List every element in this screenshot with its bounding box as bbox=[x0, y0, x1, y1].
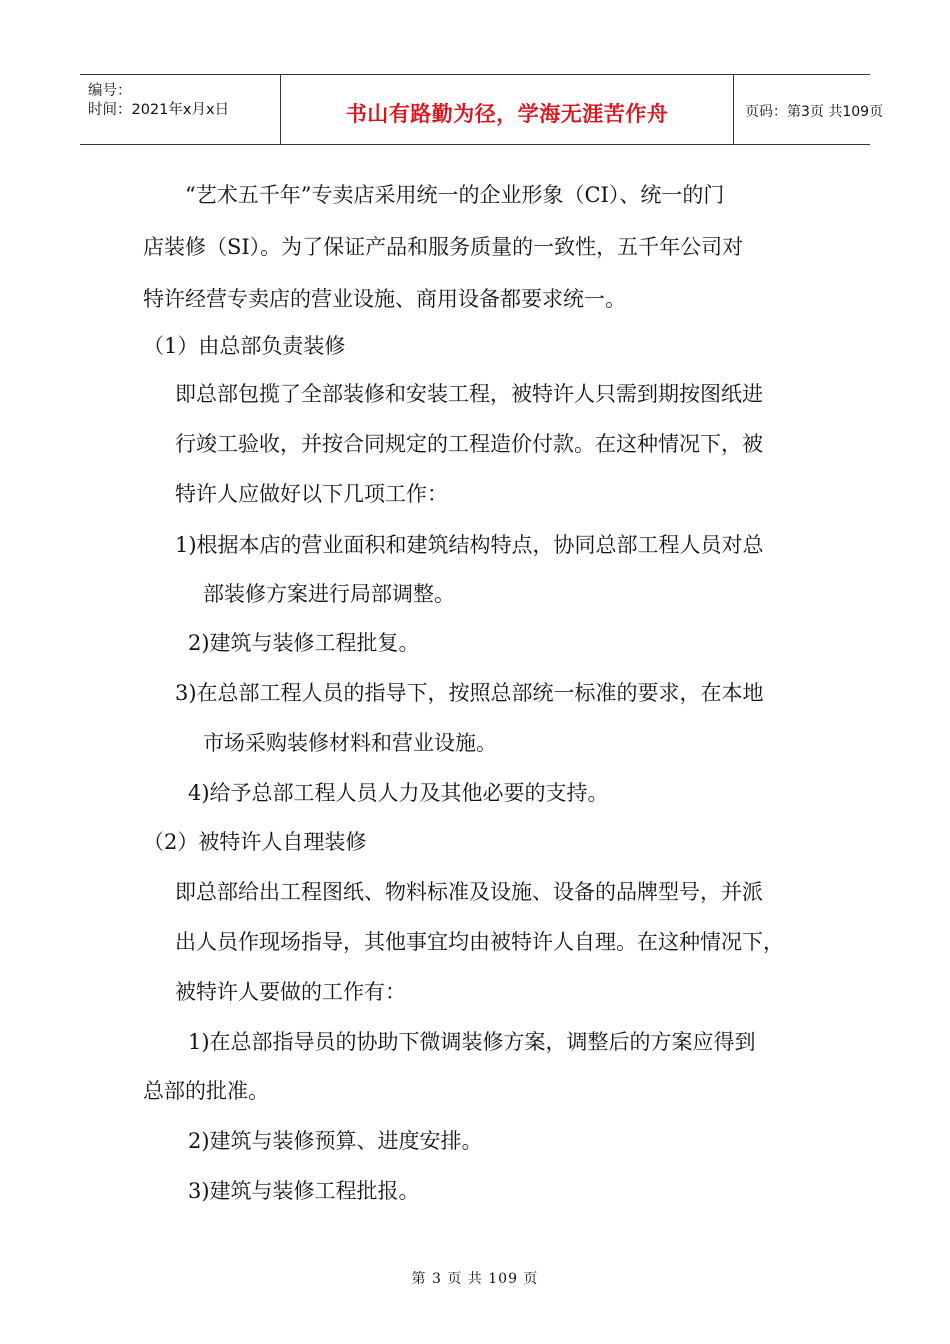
document-number-label: 编号： bbox=[88, 83, 132, 99]
section-heading: （2）被特许人自理装修 bbox=[143, 830, 367, 854]
document-time-label: 时间：2021年x月x日 bbox=[88, 102, 230, 118]
list-item-continuation: 部装修方案进行局部调整。 bbox=[203, 582, 455, 606]
header-motto: 书山有路勤为径，学海无涯苦作舟 bbox=[345, 102, 669, 126]
list-item: 4)给予总部工程人员人力及其他必要的支持。 bbox=[188, 781, 609, 805]
list-item: 1)根据本店的营业面积和建筑结构特点，协同总部工程人员对总 bbox=[175, 533, 764, 557]
list-item: 2)建筑与装修预算、进度安排。 bbox=[188, 1129, 483, 1153]
paragraph-line: 出人员作现场指导，其他事宜均由被特许人自理。在这种情况下， bbox=[175, 930, 784, 954]
paragraph-line: 店装修（SI）。为了保证产品和服务质量的一致性，五千年公司对 bbox=[143, 235, 744, 259]
list-item: 3)建筑与装修工程批报。 bbox=[188, 1179, 420, 1203]
list-item-continuation: 市场采购装修材料和营业设施。 bbox=[203, 731, 497, 755]
list-item: 2)建筑与装修工程批复。 bbox=[188, 631, 420, 655]
page-footer: 第 3 页 共 109 页 bbox=[411, 1271, 539, 1287]
list-item: 1)在总部指导员的协助下微调装修方案，调整后的方案应得到 bbox=[188, 1030, 756, 1054]
paragraph-line: 特许人应做好以下几项工作： bbox=[175, 482, 448, 506]
section-heading: （1）由总部负责装修 bbox=[143, 334, 346, 358]
list-item-continuation: 总部的批准。 bbox=[143, 1079, 269, 1103]
paragraph-line: 即总部包揽了全部装修和安装工程，被特许人只需到期按图纸进 bbox=[175, 382, 763, 406]
header-page-info: 页码：第3页 共109页 bbox=[745, 104, 884, 120]
paragraph-line: 即总部给出工程图纸、物料标准及设施、设备的品牌型号，并派 bbox=[175, 880, 763, 904]
paragraph-line: 行竣工验收，并按合同规定的工程造价付款。在这种情况下，被 bbox=[175, 432, 763, 456]
paragraph-line: 特许经营专卖店的营业设施、商用设备都要求统一。 bbox=[143, 287, 626, 311]
paragraph-line: 被特许人要做的工作有： bbox=[175, 980, 406, 1004]
list-item: 3)在总部工程人员的指导下，按照总部统一标准的要求，在本地 bbox=[175, 681, 764, 705]
paragraph-line: “艺术五千年”专卖店采用统一的企业形象（CI）、统一的门 bbox=[185, 183, 725, 207]
